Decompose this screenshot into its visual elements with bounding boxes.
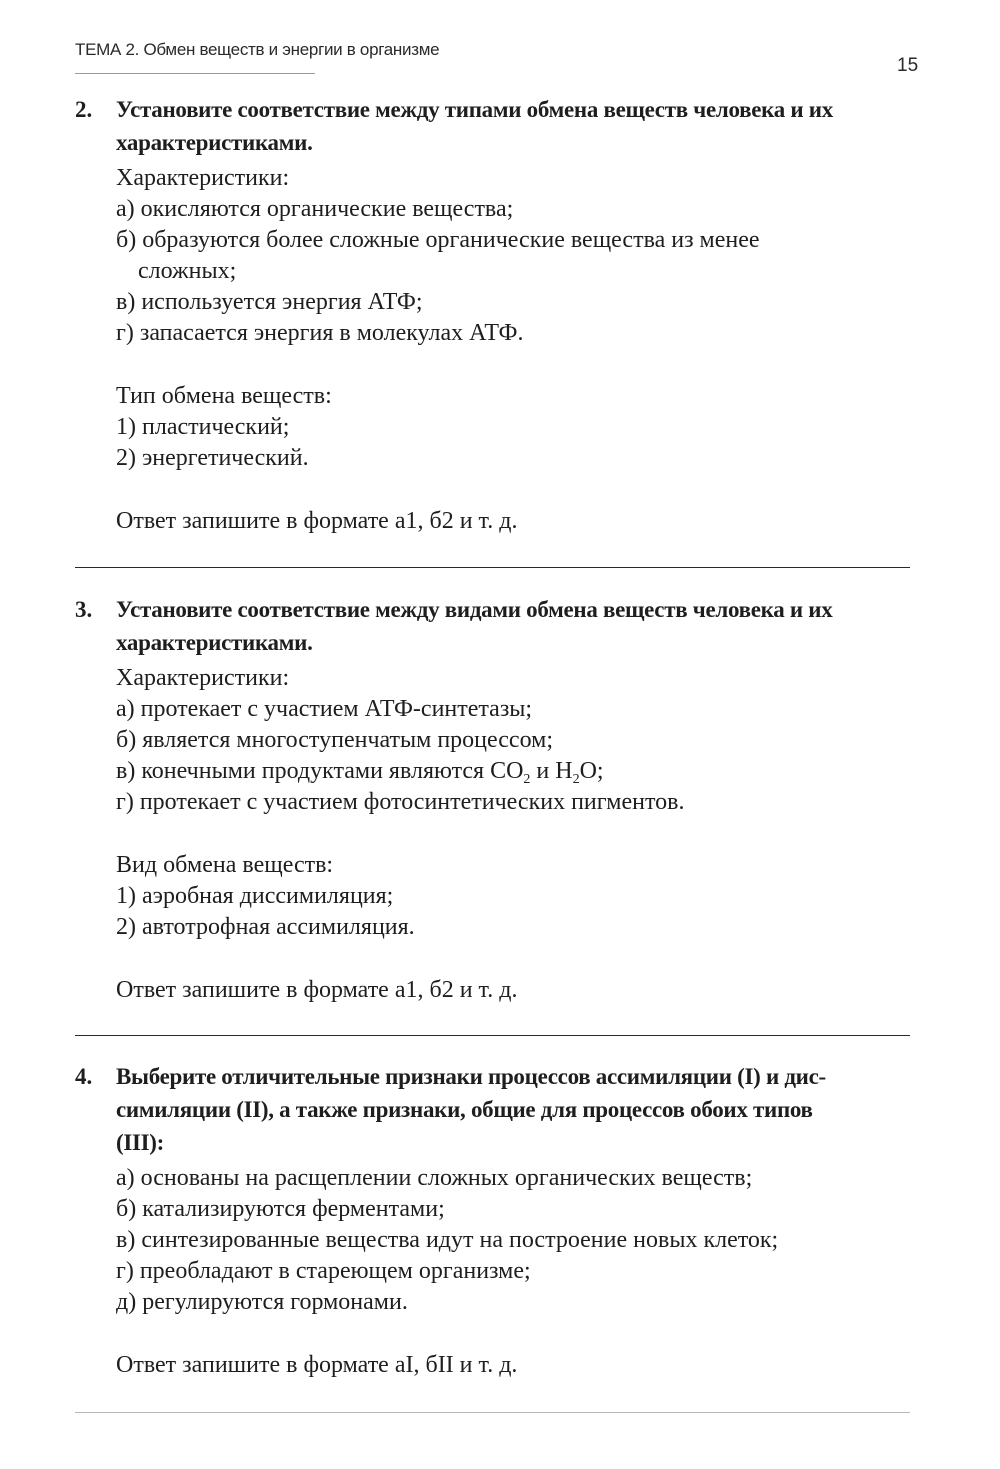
task-number: 3.	[75, 597, 93, 622]
characteristics-heading: Характеристики:	[116, 665, 290, 691]
option-item: 2) автотрофная ассимиляция.	[116, 914, 415, 940]
task-title-line: симиляции (II), а также признаки, общие для процессов обоих типов	[116, 1097, 813, 1122]
type-heading: Тип обмена веществ:	[116, 383, 332, 409]
list-item: а) протекает с участием АТФ-синтетазы;	[116, 696, 533, 722]
task-body	[116, 1163, 930, 1381]
task-title	[116, 93, 930, 159]
list-item: б) является многоступенчатым процессом;	[116, 727, 553, 753]
list-item: г) протекает с участием фотосинтетических пигментов.	[116, 789, 685, 815]
list-item-continuation: сложных;	[138, 258, 237, 284]
task-3	[75, 593, 930, 1006]
task-title	[116, 593, 930, 659]
header-rule	[75, 73, 315, 74]
running-title: ТЕМА 2. Обмен веществ и энергии в организме	[75, 40, 440, 59]
task-title	[116, 1060, 930, 1159]
page-number: 15	[897, 55, 919, 76]
task-2	[75, 93, 930, 537]
task-title-line: характеристиками.	[116, 130, 313, 155]
task-body	[116, 663, 930, 1006]
option-item: 1) пластический;	[116, 414, 290, 440]
list-item: г) преобладают в стареющем организме;	[116, 1258, 531, 1284]
section-divider	[75, 1035, 910, 1036]
list-item: а) окисляются органические вещества;	[116, 196, 514, 222]
task-4	[75, 1060, 930, 1381]
list-item: б) катализируются ферментами;	[116, 1196, 445, 1222]
list-item: в) конечными продуктами являются $CO_2$ и $H_2O$;	[116, 758, 604, 787]
answer-format: Ответ запишите в формате а1, б2 и т. д.	[116, 977, 518, 1003]
list-item: д) регулируются гормонами.	[116, 1289, 408, 1315]
task-number: 2.	[75, 97, 93, 122]
list-item: г) запасается энергия в молекулах АТФ.	[116, 320, 524, 346]
task-number: 4.	[75, 1064, 93, 1089]
list-item: в) используется энергия АТФ;	[116, 289, 423, 315]
list-item: а) основаны на расщеплении сложных органических веществ;	[116, 1165, 753, 1191]
characteristics-heading: Характеристики:	[116, 165, 290, 191]
task-title-line: характеристиками.	[116, 630, 313, 655]
list-item: в) синтезированные вещества идут на построение новых клеток;	[116, 1227, 779, 1253]
list-item: б) образуются более сложные органические вещества из менее	[116, 227, 760, 253]
option-item: 1) аэробная диссимиляция;	[116, 883, 394, 909]
answer-format: Ответ запишите в формате а1, б2 и т. д.	[116, 508, 518, 534]
answer-format: Ответ запишите в формате аI, бII и т. д.	[116, 1352, 518, 1378]
option-item: 2) энергетический.	[116, 445, 309, 471]
task-title-line: (III):	[116, 1130, 165, 1155]
task-title-line: Выберите отличительные признаки процессов ассимиляции (I) и дис-	[116, 1064, 826, 1089]
section-divider	[75, 567, 910, 568]
task-body	[116, 163, 930, 537]
task-title-line: Установите соответствие между типами обмена веществ человека и их	[116, 97, 833, 122]
section-divider	[75, 1412, 910, 1413]
type-heading: Вид обмена веществ:	[116, 852, 334, 878]
task-title-line: Установите соответствие между видами обмена веществ человека и их	[116, 597, 833, 622]
